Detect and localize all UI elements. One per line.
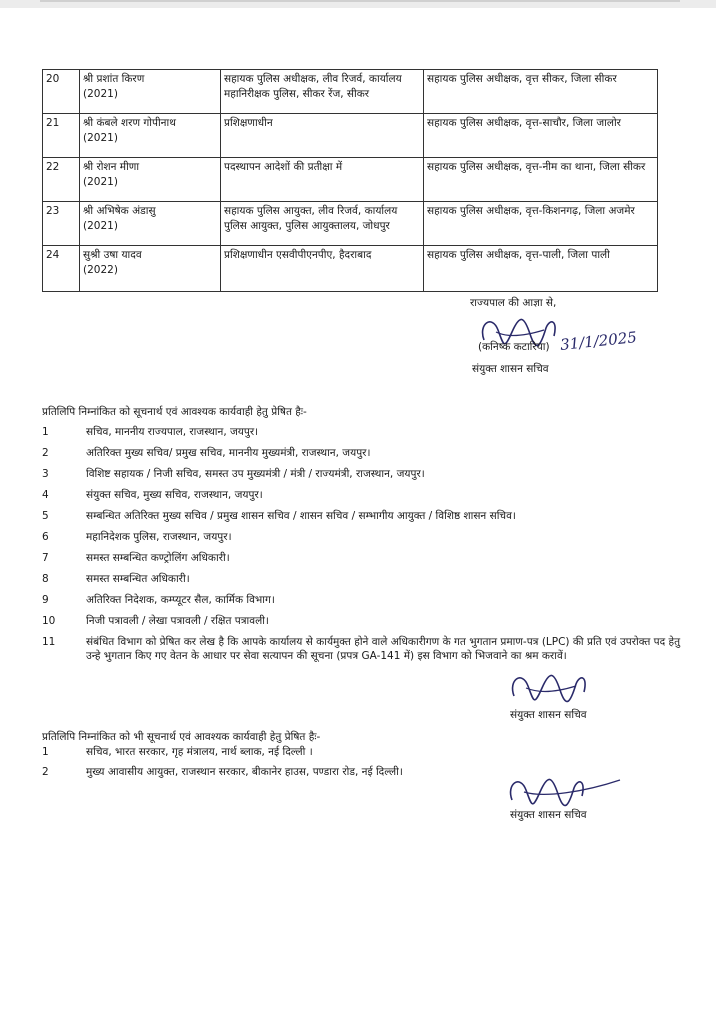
row-number: 23 <box>43 202 80 246</box>
officer-batch-year: (2021) <box>83 220 118 232</box>
list-item <box>42 635 682 663</box>
handwritten-date: 31/1/2025 <box>559 328 638 354</box>
row-number: 20 <box>43 70 80 114</box>
list-item <box>42 614 682 628</box>
new-posting: सहायक पुलिस अधीक्षक, वृत्त-पाली, जिला पाली <box>424 246 658 292</box>
officer-name-cell <box>80 70 221 114</box>
item-number: 10 <box>42 615 56 627</box>
item-text: संबंधित विभाग को प्रेषित कर लेख है कि आपके कार्यालय से कार्यमुक्त होने वाले अधिकारीगण के गत भुगतान प्रमाण-पत्र (LPC) की प्रति एवं उपरोक्त पद हेतु उन्हे भुगतान किए गए वेतन के आधार पर सेवा सत्यापन की सूचना (प्रपत्र GA-141 में) इस विभाग को भिजवाने का श्रम करावें। <box>86 636 681 662</box>
officer-name-cell <box>80 202 221 246</box>
item-number: 5 <box>42 510 49 522</box>
officer-name: श्री कंबले शरण गोपीनाथ <box>83 117 176 129</box>
list-item <box>42 467 682 481</box>
copy-to-heading: प्रतिलिपि निम्नांकित को सूचनार्थ एवं आवश्यक कार्यवाही हेतु प्रेषित हैः- <box>42 406 307 418</box>
item-text: अतिरिक्त निदेशक, कम्प्यूटर सैल, कार्मिक विभाग। <box>86 594 275 606</box>
list-item <box>42 551 682 565</box>
row-number: 24 <box>43 246 80 292</box>
list-item <box>42 488 682 502</box>
officer-batch-year: (2022) <box>83 264 118 276</box>
order-authority: राज्यपाल की आज्ञा से, <box>470 297 557 309</box>
item-number: 9 <box>42 594 49 606</box>
item-number: 7 <box>42 552 49 564</box>
list-item <box>42 593 682 607</box>
copy-to-heading: प्रतिलिपि निम्नांकित को भी सूचनार्थ एवं आवश्यक कार्यवाही हेतु प्रेषित हैः- <box>42 731 321 743</box>
row-number: 21 <box>43 114 80 158</box>
page-top-edge <box>40 0 680 2</box>
current-posting: प्रशिक्षणाधीन एसवीपीएनपीए, हैदराबाद <box>221 246 424 292</box>
copy-to-list <box>42 425 682 670</box>
officer-name-cell <box>80 114 221 158</box>
item-text: विशिष्ट सहायक / निजी सचिव, समस्त उप मुख्यमंत्री / मंत्री / राज्यमंत्री, राजस्थान, जयपुर। <box>86 468 425 480</box>
officer-name: श्री रोशन मीणा <box>83 161 140 173</box>
signatory-designation: संयुक्त शासन सचिव <box>510 709 587 721</box>
list-item <box>42 509 682 523</box>
new-posting: सहायक पुलिस अधीक्षक, वृत्त-साचौर, जिला जालोर <box>424 114 658 158</box>
table-row <box>43 246 658 292</box>
signatory-designation: संयुक्त शासन सचिव <box>510 809 587 821</box>
officer-posting-table <box>42 69 658 292</box>
officer-batch-year: (2021) <box>83 88 118 100</box>
item-number: 11 <box>42 636 56 648</box>
item-text: मुख्य आवासीय आयुक्त, राजस्थान सरकार, बीकानेर हाउस, पण्डारा रोड, नई दिल्ली। <box>86 766 403 778</box>
item-text: समस्त सम्बन्धित कण्ट्रोलिंग अधिकारी। <box>86 552 230 564</box>
current-posting: सहायक पुलिस आयुक्त, लीव रिजर्व, कार्यालय पुलिस आयुक्त, पुलिस आयुक्तालय, जोधपुर <box>221 202 424 246</box>
row-number: 22 <box>43 158 80 202</box>
item-text: सचिव, माननीय राज्यपाल, राजस्थान, जयपुर। <box>86 426 259 438</box>
new-posting: सहायक पुलिस अधीक्षक, वृत्त सीकर, जिला सीकर <box>424 70 658 114</box>
officer-name: श्री प्रशांत किरण <box>83 73 145 85</box>
list-item <box>42 530 682 544</box>
signatory-designation: संयुक्त शासन सचिव <box>472 363 549 375</box>
item-text: सम्बन्धित अतिरिक्त मुख्य सचिव / प्रमुख शासन सचिव / शासन सचिव / सम्भागीय आयुक्त / विशिष्ठ शासन सचिव। <box>86 510 516 522</box>
list-item <box>42 446 682 460</box>
item-number: 1 <box>42 746 49 758</box>
table-row <box>43 114 658 158</box>
signatory-name: (कनिष्क कटारिया) <box>478 341 550 353</box>
item-text: संयुक्त सचिव, मुख्य सचिव, राजस्थान, जयपुर। <box>86 489 263 501</box>
item-number: 6 <box>42 531 49 543</box>
officer-batch-year: (2021) <box>83 176 118 188</box>
new-posting: सहायक पुलिस अधीक्षक, वृत्त-किशनगढ़, जिला अजमेर <box>424 202 658 246</box>
current-posting: प्रशिक्षणाधीन <box>221 114 424 158</box>
list-item <box>42 572 682 586</box>
item-text: सचिव, भारत सरकार, गृह मंत्रालय, नार्थ ब्लाक, नई दिल्ली । <box>86 746 313 758</box>
item-number: 4 <box>42 489 49 501</box>
item-number: 3 <box>42 468 49 480</box>
signature-mark <box>506 668 602 710</box>
item-number: 2 <box>42 447 49 459</box>
item-number: 8 <box>42 573 49 585</box>
item-text: महानिदेशक पुलिस, राजस्थान, जयपुर। <box>86 531 232 543</box>
list-item <box>42 745 682 759</box>
item-text: निजी पत्रावली / लेखा पत्रावली / रक्षित पत्रावली। <box>86 615 269 627</box>
officer-batch-year: (2021) <box>83 132 118 144</box>
officer-name: श्री अभिषेक अंडासु <box>83 205 156 217</box>
officer-name-cell <box>80 246 221 292</box>
table-row <box>43 70 658 114</box>
item-text: अतिरिक्त मुख्य सचिव/ प्रमुख सचिव, माननीय मुख्यमंत्री, राजस्थान, जयपुर। <box>86 447 371 459</box>
new-posting: सहायक पुलिस अधीक्षक, वृत्त-नीम का थाना, जिला सीकर <box>424 158 658 202</box>
table-row <box>43 202 658 246</box>
officer-name-cell <box>80 158 221 202</box>
current-posting: सहायक पुलिस अधीक्षक, लीव रिजर्व, कार्यालय महानिरीक्षक पुलिस, सीकर रेंज, सीकर <box>221 70 424 114</box>
officer-name: सुश्री उषा यादव <box>83 249 142 261</box>
current-posting: पदस्थापन आदेशों की प्रतीक्षा में <box>221 158 424 202</box>
item-text: समस्त सम्बन्धित अधिकारी। <box>86 573 190 585</box>
item-number: 2 <box>42 766 49 778</box>
list-item <box>42 425 682 439</box>
table-row <box>43 158 658 202</box>
item-number: 1 <box>42 426 49 438</box>
